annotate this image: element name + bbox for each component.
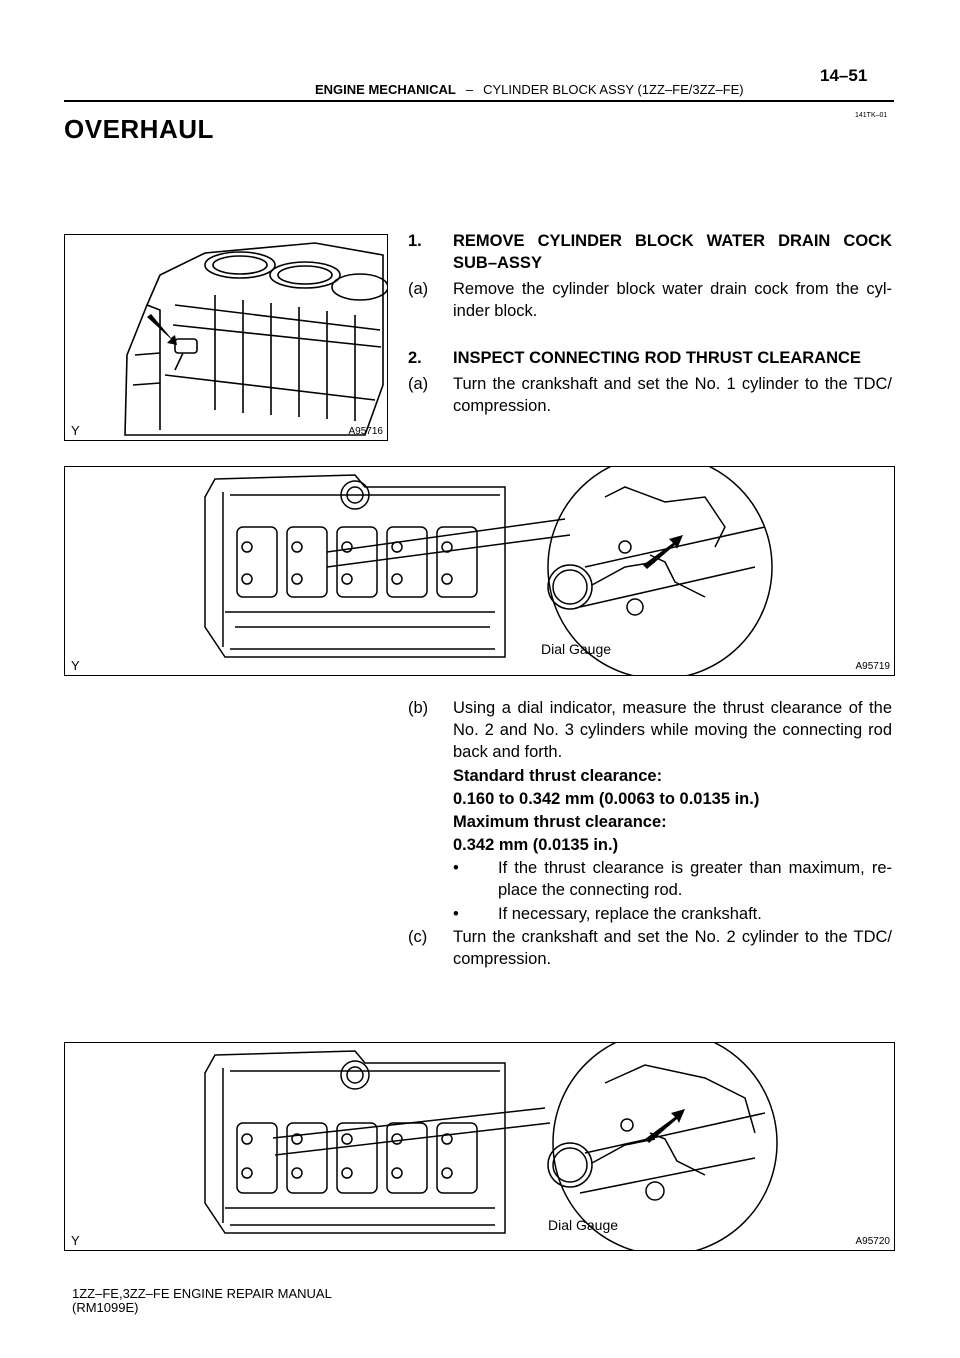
header-subsection: CYLINDER BLOCK ASSY (1ZZ–FE/3ZZ–FE) (483, 82, 744, 97)
spec-value: 0.160 to 0.342 mm (0.0063 to 0.0135 in.) (453, 790, 760, 808)
page-number: 14–51 (820, 66, 868, 85)
step-number: 2. (408, 349, 422, 367)
step-text: INSPECT CONNECTING ROD THRUST CLEARANCE (453, 349, 861, 367)
substep-text: Turn the crankshaft and set the No. 1 cylinder to the TDC/ compression. (453, 375, 892, 415)
figure-label: Y (71, 658, 80, 673)
step-1a (408, 278, 892, 322)
spec-standard-label (408, 765, 892, 787)
footer-manual-code: (RM1099E) (72, 1300, 139, 1315)
figure-drain-cock (64, 234, 388, 441)
bullet-icon: • (453, 905, 459, 923)
step-2c (408, 926, 892, 970)
document-code: 141TK–01 (855, 112, 888, 119)
substep-text: Turn the crankshaft and set the No. 2 cylinder to the TDC/ compression. (453, 928, 892, 968)
figure-id: A95719 (855, 661, 890, 672)
bullet-item (408, 903, 892, 925)
substep-label: (c) (408, 928, 428, 946)
substep-text: Using a dial indicator, measure the thrust clearance of the No. 2 and No. 3 cylinders while moving the connecting rod back and forth. (453, 699, 892, 761)
figure-dial-gauge-1 (64, 466, 895, 676)
crankcase-illustration (65, 467, 894, 675)
spec-label: Maximum thrust clearance: (453, 813, 667, 831)
header-rule (64, 100, 894, 102)
spec-maximum-label (408, 811, 892, 833)
step-2 (408, 347, 892, 369)
dial-gauge-callout: Dial Gauge (548, 1217, 619, 1233)
footer (72, 1287, 332, 1315)
spec-maximum-value (408, 834, 892, 856)
crankcase-illustration (65, 1043, 894, 1250)
spec-standard-value (408, 788, 892, 810)
page-title: OVERHAUL (64, 114, 214, 144)
substep-label: (a) (408, 280, 429, 298)
running-header (315, 82, 744, 97)
step-text: REMOVE CYLINDER BLOCK WATER DRAIN COCK SUB–ASSY (453, 232, 892, 272)
step-2b (408, 697, 892, 763)
substep-label: (a) (408, 375, 429, 393)
header-section: ENGINE MECHANICAL (315, 82, 456, 97)
figure-dial-gauge-2 (64, 1042, 895, 1251)
figure-label: Y (71, 1233, 80, 1248)
bullet-text: If necessary, replace the crankshaft. (498, 905, 762, 923)
bullet-text: If the thrust clearance is greater than maximum, re-place the connecting rod. (498, 859, 892, 899)
dial-gauge-callout: Dial Gauge (541, 641, 612, 657)
spec-label: Standard thrust clearance: (453, 767, 663, 785)
step-2a (408, 373, 892, 417)
bullet-icon: • (453, 859, 459, 877)
step-number: 1. (408, 232, 422, 250)
step-1 (408, 230, 892, 274)
bullet-item (408, 857, 892, 901)
engine-block-illustration (65, 235, 387, 440)
header-separator: – (465, 82, 474, 97)
substep-label: (b) (408, 699, 429, 717)
figure-id: A95716 (348, 426, 383, 437)
footer-manual-title: 1ZZ–FE,3ZZ–FE ENGINE REPAIR MANUAL (72, 1286, 332, 1301)
figure-id: A95720 (855, 1236, 890, 1247)
substep-text: Remove the cylinder block water drain cock from the cyl-inder block. (453, 280, 892, 320)
figure-label: Y (71, 423, 80, 438)
spec-value: 0.342 mm (0.0135 in.) (453, 836, 619, 854)
